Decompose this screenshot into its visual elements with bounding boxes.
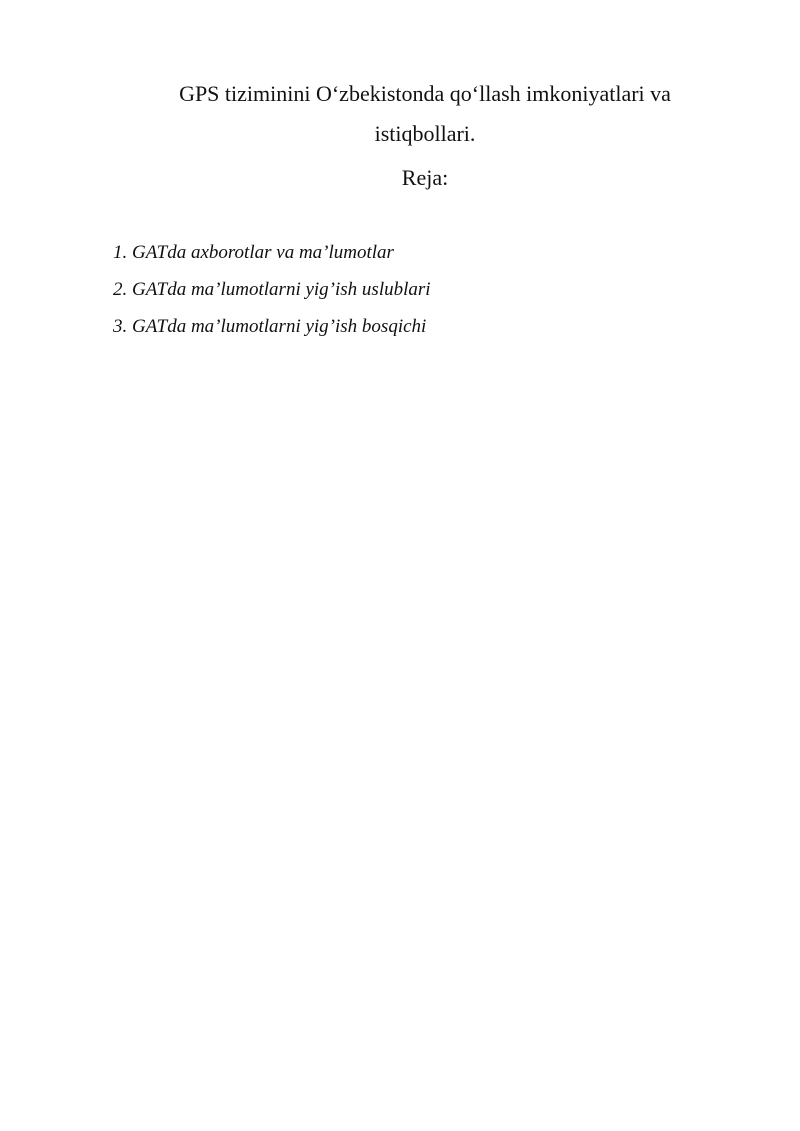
plan-list: [113, 234, 431, 345]
title-line-2: istiqbollari.: [374, 121, 476, 146]
document-title: [110, 74, 740, 154]
plan-item-1: 1. GATda axborotlar va ma’lumotlar: [113, 242, 394, 263]
plan-heading: Reja:: [401, 165, 449, 190]
plan-item-3: 3. GATda ma’lumotlarni yig’ish bosqichi: [113, 316, 427, 337]
title-line-1: GPS tiziminini O‘zbekistonda qo‘llash imkoniyatlari va: [179, 81, 671, 106]
plan-item-2: 2. GATda ma’lumotlarni yig’ish uslublari: [113, 279, 431, 300]
